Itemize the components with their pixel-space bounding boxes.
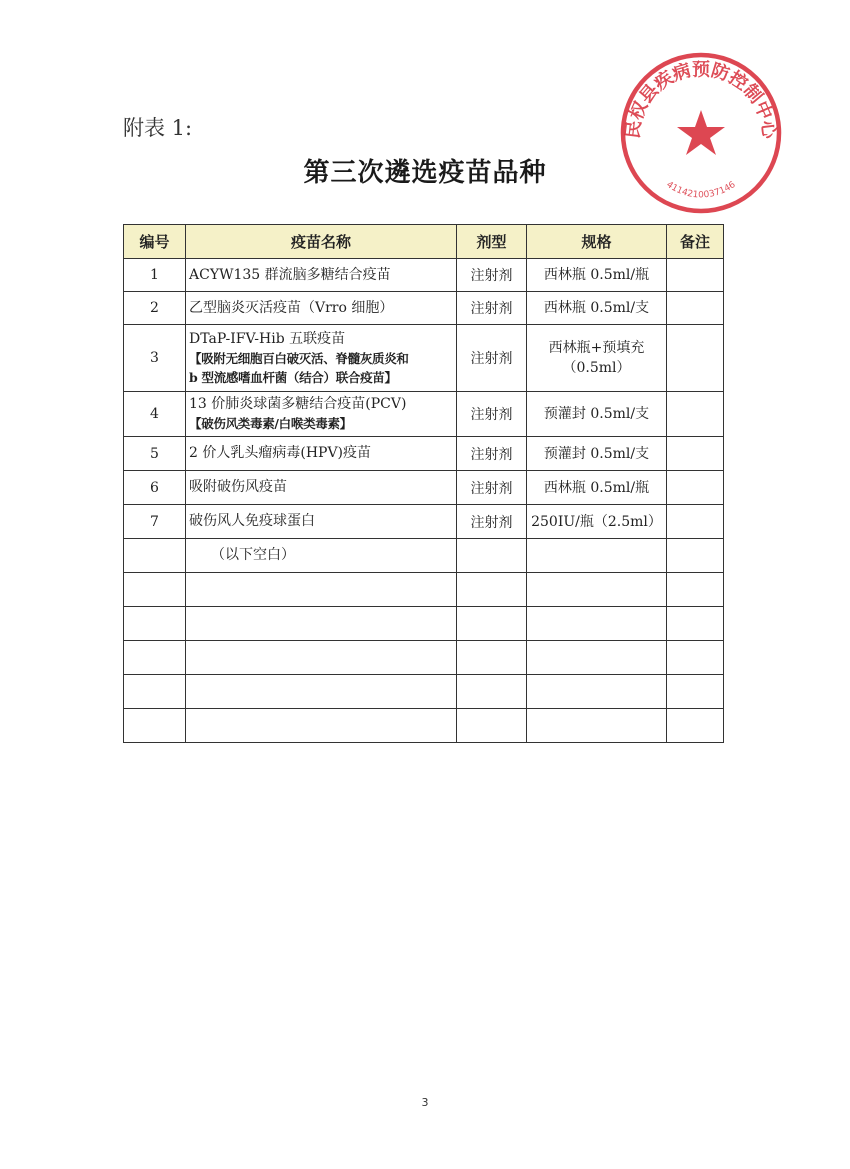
empty-cell xyxy=(124,539,186,573)
header-note: 备注 xyxy=(667,225,724,259)
empty-cell xyxy=(457,607,527,641)
row-no: 1 xyxy=(124,259,186,292)
table-row xyxy=(124,259,724,292)
empty-cell xyxy=(527,539,667,573)
row-name-main: 吸附破伤风疫苗 xyxy=(189,479,287,495)
empty-cell xyxy=(457,641,527,675)
row-name-main: ACYW135 群流脑多糖结合疫苗 xyxy=(189,266,391,283)
row-name-main: 破伤风人免疫球蛋白 xyxy=(189,513,315,529)
page-number: 3 xyxy=(421,1096,429,1109)
row-name-sub: 【破伤风类毒素/白喉类毒素】 xyxy=(189,416,352,431)
row-name-sub: 【吸附无细胞百白破灭活、脊髓灰质炎和 xyxy=(189,350,409,366)
row-note xyxy=(667,292,724,325)
row-spec: 西林瓶 0.5ml/支 xyxy=(527,292,667,325)
empty-cell xyxy=(186,641,457,675)
row-note xyxy=(667,325,724,392)
row-name-main: 乙型脑炎灭活疫苗（Vrro 细胞） xyxy=(189,299,394,316)
table-header-row xyxy=(124,225,724,259)
row-name-main: DTaP-IFV-Hib 五联疫苗 xyxy=(189,330,346,347)
seal-text: 民权县疾病预防控制中心 xyxy=(622,59,780,140)
empty-cell xyxy=(186,675,457,709)
table-row xyxy=(124,437,724,471)
empty-cell xyxy=(124,573,186,607)
row-name-main: 2 价人乳头瘤病毒(HPV)疫苗 xyxy=(189,445,372,461)
row-note xyxy=(667,471,724,505)
row-spec: 预灌封 0.5ml/支 xyxy=(527,437,667,471)
row-form: 注射剂 xyxy=(457,471,527,505)
row-spec-line1: 西林瓶+预填充 xyxy=(548,340,645,356)
empty-cell xyxy=(527,573,667,607)
blank-note-cell xyxy=(186,539,457,573)
empty-cell xyxy=(457,675,527,709)
header-no: 编号 xyxy=(124,225,186,259)
empty-cell xyxy=(186,607,457,641)
official-seal xyxy=(616,48,786,218)
row-spec: 250IU/瓶（2.5ml） xyxy=(527,505,667,539)
row-spec: 西林瓶 0.5ml/瓶 xyxy=(527,259,667,292)
empty-cell xyxy=(667,709,724,743)
header-spec: 规格 xyxy=(527,225,667,259)
empty-cell xyxy=(527,675,667,709)
row-name xyxy=(186,437,457,471)
table-row-empty xyxy=(124,709,724,743)
row-note xyxy=(667,437,724,471)
row-no: 7 xyxy=(124,505,186,539)
empty-cell xyxy=(667,641,724,675)
row-name xyxy=(186,325,457,392)
row-note xyxy=(667,505,724,539)
empty-cell xyxy=(124,641,186,675)
table-row xyxy=(124,505,724,539)
empty-cell xyxy=(457,709,527,743)
row-name xyxy=(186,392,457,437)
empty-cell xyxy=(186,709,457,743)
empty-cell xyxy=(667,607,724,641)
table-row-blank-note xyxy=(124,539,724,573)
empty-cell xyxy=(457,539,527,573)
table-row xyxy=(124,292,724,325)
empty-cell xyxy=(527,709,667,743)
row-note xyxy=(667,259,724,292)
vaccine-table xyxy=(123,224,724,743)
row-no: 3 xyxy=(124,325,186,392)
empty-cell xyxy=(667,675,724,709)
empty-cell xyxy=(457,573,527,607)
row-spec xyxy=(527,325,667,392)
table-row xyxy=(124,471,724,505)
row-form: 注射剂 xyxy=(457,505,527,539)
table-row xyxy=(124,392,724,437)
empty-cell xyxy=(527,641,667,675)
row-spec: 西林瓶 0.5ml/瓶 xyxy=(527,471,667,505)
row-name-main: 13 价肺炎球菌多糖结合疫苗(PCV) xyxy=(189,396,407,412)
appendix-label: 附表 1: xyxy=(123,116,193,140)
row-name xyxy=(186,259,457,292)
row-no: 5 xyxy=(124,437,186,471)
empty-cell xyxy=(527,607,667,641)
table-row-empty xyxy=(124,607,724,641)
blank-note: （以下空白） xyxy=(211,547,295,563)
row-no: 4 xyxy=(124,392,186,437)
table-row-empty xyxy=(124,573,724,607)
empty-cell xyxy=(124,607,186,641)
page-title: 第三次遴选疫苗品种 xyxy=(303,158,547,188)
header-form: 剂型 xyxy=(457,225,527,259)
empty-cell xyxy=(124,675,186,709)
empty-cell xyxy=(667,573,724,607)
empty-cell xyxy=(186,573,457,607)
row-name-sub: b 型流感嗜血杆菌（结合）联合疫苗】 xyxy=(189,369,397,385)
row-no: 6 xyxy=(124,471,186,505)
seal-code: 4114210037146 xyxy=(664,179,738,201)
row-name xyxy=(186,505,457,539)
row-form: 注射剂 xyxy=(457,392,527,437)
row-name xyxy=(186,292,457,325)
row-spec-line2: （0.5ml） xyxy=(562,360,631,376)
table-row-empty xyxy=(124,675,724,709)
row-form: 注射剂 xyxy=(457,437,527,471)
row-no: 2 xyxy=(124,292,186,325)
row-form: 注射剂 xyxy=(457,259,527,292)
table-row xyxy=(124,325,724,392)
table-row-empty xyxy=(124,641,724,675)
seal-star-icon xyxy=(677,110,725,155)
row-form: 注射剂 xyxy=(457,325,527,392)
empty-cell xyxy=(667,539,724,573)
row-note xyxy=(667,392,724,437)
row-name xyxy=(186,471,457,505)
header-name: 疫苗名称 xyxy=(186,225,457,259)
row-spec: 预灌封 0.5ml/支 xyxy=(527,392,667,437)
empty-cell xyxy=(124,709,186,743)
row-form: 注射剂 xyxy=(457,292,527,325)
